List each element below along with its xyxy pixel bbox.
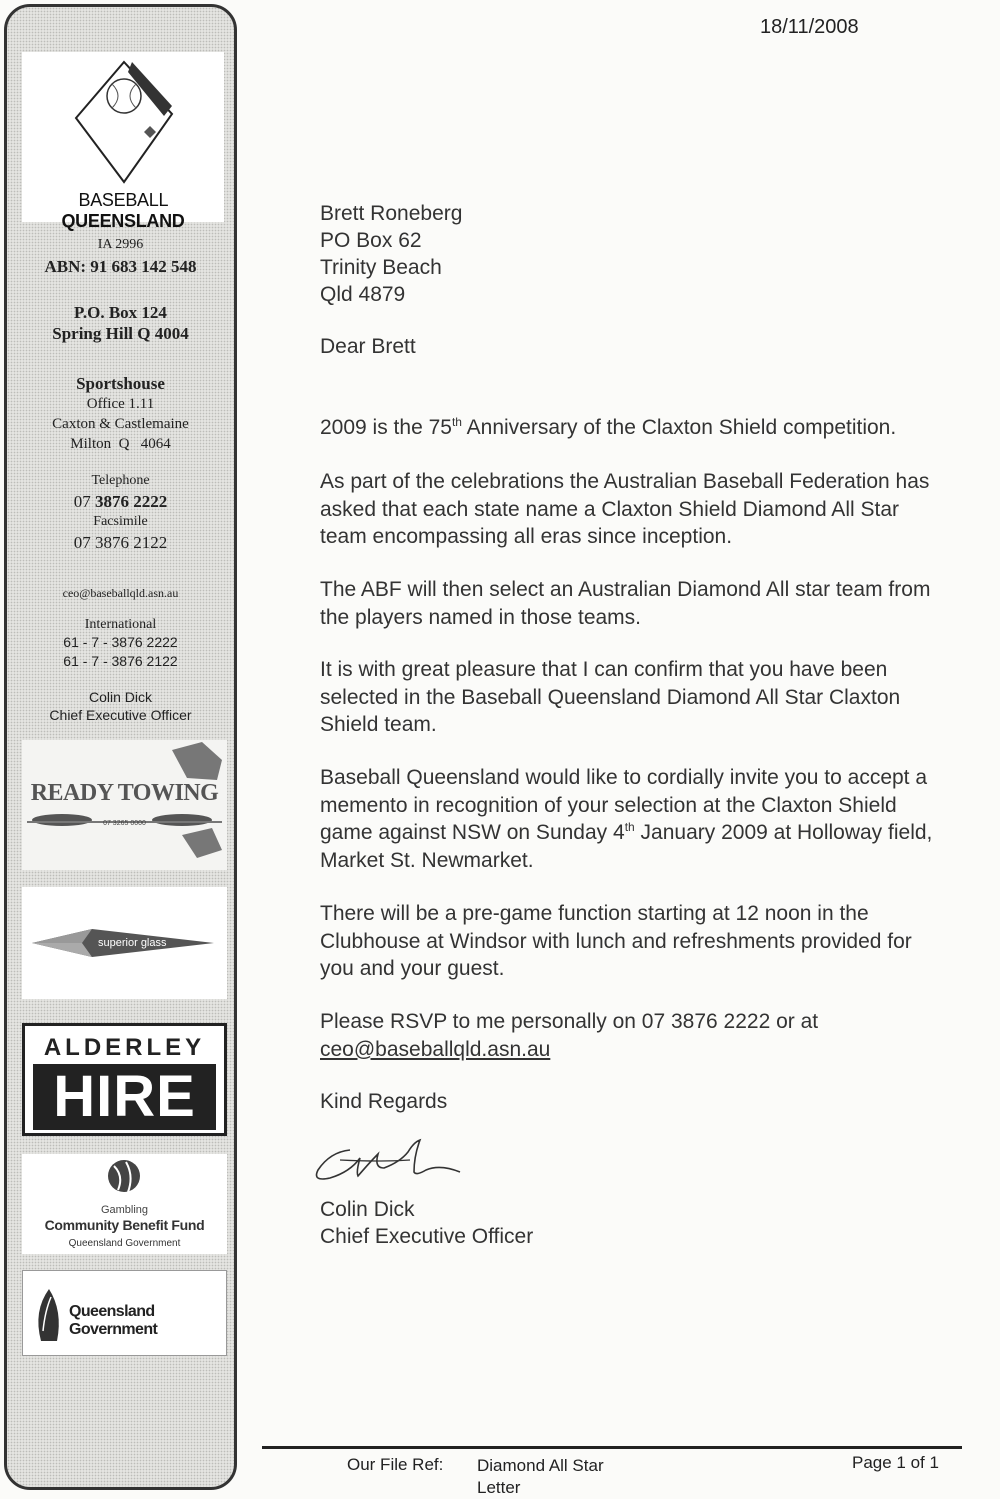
sponsor-queensland-government [22,1270,227,1356]
p5-line-3-after: January 2009 at Holloway field, [634,821,933,844]
p1-before: 2009 is the 75 [320,416,452,439]
p4-line-3: Shield team. [320,713,437,736]
p5-line-3-sup: th [624,820,635,834]
recipient-name: Brett Roneberg [320,202,463,225]
towing-name: READY TOWING [30,780,219,806]
paragraph-function [320,900,1000,983]
rsvp-email-link[interactable]: ceo@baseballqld.asn.au [320,1037,551,1061]
p4-line-2: selected in the Baseball Queensland Diamond All Star Claxton [320,685,901,709]
paragraph-rsvp [320,1008,1000,1063]
signer-block [320,1196,533,1250]
telephone-number: 3876 2222 [95,492,168,511]
international-label: International [84,617,157,632]
gambling-small: Gambling [100,1204,149,1216]
p6-line-3: you and your guest. [320,957,505,980]
salutation: Dear Brett [320,335,416,358]
p2-line-1: As part of the celebrations the Australian Baseball Federation has [320,470,930,493]
gambling-fund-emblem-icon [22,1154,227,1204]
sponsor-alderley-hire [22,1023,227,1136]
org-name-part-2: QUEENSLAND [61,211,185,231]
sponsor-superior-glass [22,887,227,999]
letterhead-sidebar [4,4,237,1490]
street: Caxton & Castlemaine [52,416,189,432]
hire-top: ALDERLEY [43,1034,206,1061]
sponsor-ready-towing [22,740,227,870]
p2-line-2: asked that each state name a Claxton Shield Diamond All Star [320,497,899,521]
file-ref-value [477,1455,637,1499]
contact-title: Chief Executive Officer [49,707,192,723]
handwritten-signature [310,1132,470,1192]
abn: ABN: 91 683 142 548 [44,257,197,276]
org-name-part-1: BASEBALL [78,190,168,210]
paragraph-abf-selection [320,576,1000,631]
p4-line-1: It is with great pleasure that I can confirm that you have been [320,658,888,681]
p1-after: Anniversary of the Claxton Shield competition. [461,416,897,439]
contact-name: Colin Dick [88,689,152,705]
glass-name [98,937,167,949]
p5-line-2: memento in recognition of your selection at the Claxton Shield [320,793,897,817]
glass-name-1: superior [98,937,138,949]
recipient-address [320,200,462,308]
gambling-gov: Queensland Government [68,1238,181,1249]
hire-word: HIRE [33,1064,216,1130]
p5-line-1: Baseball Queensland would like to cordially invite you to accept a [320,766,928,789]
p5-line-3-before: game against NSW on Sunday 4 [320,821,625,844]
page-number: Page 1 of 1 [852,1453,939,1472]
queensland-government-emblem-icon [29,1271,69,1357]
file-ref-label: Our File Ref: [347,1455,444,1474]
file-ref-value-2: Letter [477,1478,521,1497]
facsimile-label: Facsimile [93,514,148,529]
p7-line-1: Please RSVP to me personally on 07 3876 2222 or at [320,1010,819,1033]
venue-name: Sportshouse [76,374,165,393]
ia-number: IA 2996 [97,237,144,252]
facsimile: 07 3876 2122 [73,533,168,552]
p2-line-3: team encompassing all eras since inception. [320,525,733,548]
glass-name-2: glass [140,937,167,949]
paragraph-anniversary [320,414,1000,442]
qld-gov-name: Queensland Government [69,1303,158,1338]
paragraph-selection-confirmation [320,656,1000,739]
telephone-label: Telephone [91,473,150,488]
sponsor-gambling-fund [22,1154,227,1254]
p3-line-2: the players named in those teams. [320,605,642,629]
p5-line-4: Market St. Newmarket. [320,848,534,872]
p1-sup: th [451,415,462,429]
signer-title: Chief Executive Officer [320,1225,534,1248]
recipient-state-postcode: Qld 4879 [320,283,406,306]
letter-date: 18/11/2008 [760,16,859,38]
closing: Kind Regards [320,1090,448,1113]
p5-line-3 [320,819,1000,847]
po-city: Spring Hill Q 4004 [52,324,189,343]
footer-divider [262,1446,962,1449]
telephone-prefix: 07 [73,492,91,511]
recipient-suburb: Trinity Beach [320,256,442,279]
signer-name: Colin Dick [320,1198,415,1221]
recipient-po-box: PO Box 62 [320,229,422,252]
office: Office 1.11 [86,396,155,412]
intl-phone-1: 61 - 7 - 3876 2222 [63,634,178,650]
p6-line-2: Clubhouse at Windsor with lunch and refreshments provided for [320,929,912,953]
telephone [7,492,234,512]
sidebar-email: ceo@baseballqld.asn.au [62,586,179,600]
org-name [22,190,224,232]
baseball-queensland-logo [22,52,224,231]
p3-line-1: The ABF will then select an Australian Diamond All star team from [320,578,931,601]
suburb: Milton Q 4064 [70,436,171,452]
paragraph-celebrations [320,468,1000,551]
baseball-diamond-icon [72,58,177,188]
intl-phone-2: 61 - 7 - 3876 2122 [63,653,178,669]
gambling-fund: Community Benefit Fund [44,1217,205,1233]
po-box: P.O. Box 124 [74,303,167,322]
file-ref-value-1: Diamond All Star [477,1456,604,1475]
p6-line-1: There will be a pre-game function starting at 12 noon in the [320,902,869,925]
towing-phone: 07 3265 0000 [103,820,146,827]
paragraph-invitation [320,764,1000,874]
